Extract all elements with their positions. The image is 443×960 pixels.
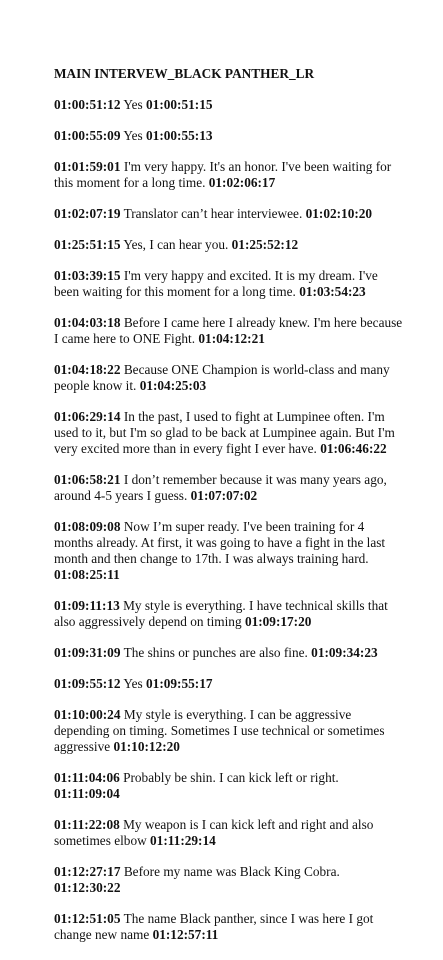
start-timecode: 01:06:58:21 xyxy=(54,472,121,487)
dialogue-text: Translator can’t hear interviewee. xyxy=(123,206,303,221)
dialogue-text: Yes xyxy=(123,128,143,143)
end-timecode: 01:25:52:12 xyxy=(231,237,299,252)
start-timecode: 01:02:07:19 xyxy=(54,206,121,221)
transcript-entry xyxy=(54,864,403,896)
dialogue-text: Because ONE Champion is world-class and many people know it. xyxy=(54,362,390,393)
transcript-entry xyxy=(54,707,403,755)
start-timecode: 01:06:29:14 xyxy=(54,409,121,424)
end-timecode: 01:07:07:02 xyxy=(190,488,258,503)
start-timecode: 01:12:51:05 xyxy=(54,911,121,926)
start-timecode: 01:09:31:09 xyxy=(54,645,121,660)
transcript-entry xyxy=(54,598,403,630)
end-timecode: 01:12:57:11 xyxy=(152,927,219,942)
end-timecode: 01:08:25:11 xyxy=(54,567,120,582)
transcript-entry xyxy=(54,676,403,692)
dialogue-text: I don’t remember because it was many years ago, around 4-5 years I guess. xyxy=(54,472,387,503)
start-timecode: 01:25:51:15 xyxy=(54,237,121,252)
transcript-entry xyxy=(54,97,403,113)
transcript-entry xyxy=(54,159,403,191)
dialogue-text: Now I’m super ready. I've been training for 4 months already. At first, it was going to have a fight in the last month and then change to 17th. I was always training hard. xyxy=(54,519,386,566)
dialogue-text: I'm very happy and excited. It is my dream. I've been waiting for this moment for a long time. xyxy=(54,268,378,299)
start-timecode: 01:01:59:01 xyxy=(54,159,121,174)
dialogue-text: The shins or punches are also fine. xyxy=(123,645,308,660)
end-timecode: 01:02:10:20 xyxy=(305,206,373,221)
end-timecode: 01:09:34:23 xyxy=(311,645,378,660)
transcript-entry xyxy=(54,770,403,802)
end-timecode: 01:00:55:13 xyxy=(146,128,213,143)
dialogue-text: My weapon is I can kick left and right and also sometimes elbow xyxy=(54,817,374,848)
start-timecode: 01:12:27:17 xyxy=(54,864,121,879)
start-timecode: 01:00:55:09 xyxy=(54,128,121,143)
end-timecode: 01:12:30:22 xyxy=(54,880,121,895)
transcript-entry xyxy=(54,362,403,394)
start-timecode: 01:08:09:08 xyxy=(54,519,121,534)
transcript-entry xyxy=(54,128,403,144)
end-timecode: 01:11:09:04 xyxy=(54,786,120,801)
transcript-entry xyxy=(54,268,403,300)
start-timecode: 01:11:22:08 xyxy=(54,817,120,832)
dialogue-text: Probably be shin. I can kick left or right. xyxy=(123,770,339,785)
start-timecode: 01:04:03:18 xyxy=(54,315,121,330)
transcript-entries xyxy=(54,97,403,943)
start-timecode: 01:10:00:24 xyxy=(54,707,121,722)
transcript-entry xyxy=(54,472,403,504)
dialogue-text: Before I came here I already knew. I'm here because I came here to ONE Fight. xyxy=(54,315,403,346)
end-timecode: 01:03:54:23 xyxy=(299,284,366,299)
end-timecode: 01:09:17:20 xyxy=(244,614,312,629)
end-timecode: 01:00:51:15 xyxy=(146,97,213,112)
end-timecode: 01:04:12:21 xyxy=(198,331,265,346)
transcript-entry xyxy=(54,237,403,253)
dialogue-text: Yes xyxy=(123,97,143,112)
start-timecode: 01:11:04:06 xyxy=(54,770,120,785)
end-timecode: 01:04:25:03 xyxy=(139,378,207,393)
end-timecode: 01:06:46:22 xyxy=(320,441,387,456)
start-timecode: 01:09:55:12 xyxy=(54,676,121,691)
start-timecode: 01:03:39:15 xyxy=(54,268,121,283)
dialogue-text: I'm very happy. It's an honor. I've been waiting for this moment for a long time. xyxy=(54,159,392,190)
document-title: MAIN INTERVEW_BLACK PANTHER_LR xyxy=(54,66,315,81)
dialogue-text: Before my name was Black King Cobra. xyxy=(123,864,340,879)
start-timecode: 01:09:11:13 xyxy=(54,598,120,613)
end-timecode: 01:11:29:14 xyxy=(150,833,216,848)
transcript-entry xyxy=(54,911,403,943)
dialogue-text: My style is everything. I have technical skills that also aggressively depend on timing xyxy=(54,598,388,629)
transcript-entry xyxy=(54,315,403,347)
transcript-entry xyxy=(54,206,403,222)
dialogue-text: The name Black panther, since I was here I got change new name xyxy=(54,911,374,942)
transcript-entry xyxy=(54,519,403,583)
end-timecode: 01:10:12:20 xyxy=(113,739,180,754)
start-timecode: 01:04:18:22 xyxy=(54,362,121,377)
start-timecode: 01:00:51:12 xyxy=(54,97,121,112)
dialogue-text: My style is everything. I can be aggressive depending on timing. Sometimes I use technical or sometimes aggressive xyxy=(54,707,385,754)
end-timecode: 01:02:06:17 xyxy=(208,175,276,190)
end-timecode: 01:09:55:17 xyxy=(146,676,213,691)
dialogue-text: In the past, I used to fight at Lumpinee often. I'm used to it, but I'm so glad to be back at Lumpinee again. But I'm very excited more than in every fight I ever have. xyxy=(54,409,395,456)
dialogue-text: Yes, I can hear you. xyxy=(123,237,229,252)
transcript-entry xyxy=(54,645,403,661)
dialogue-text: Yes xyxy=(123,676,143,691)
transcript-entry xyxy=(54,817,403,849)
transcript-entry xyxy=(54,409,403,457)
